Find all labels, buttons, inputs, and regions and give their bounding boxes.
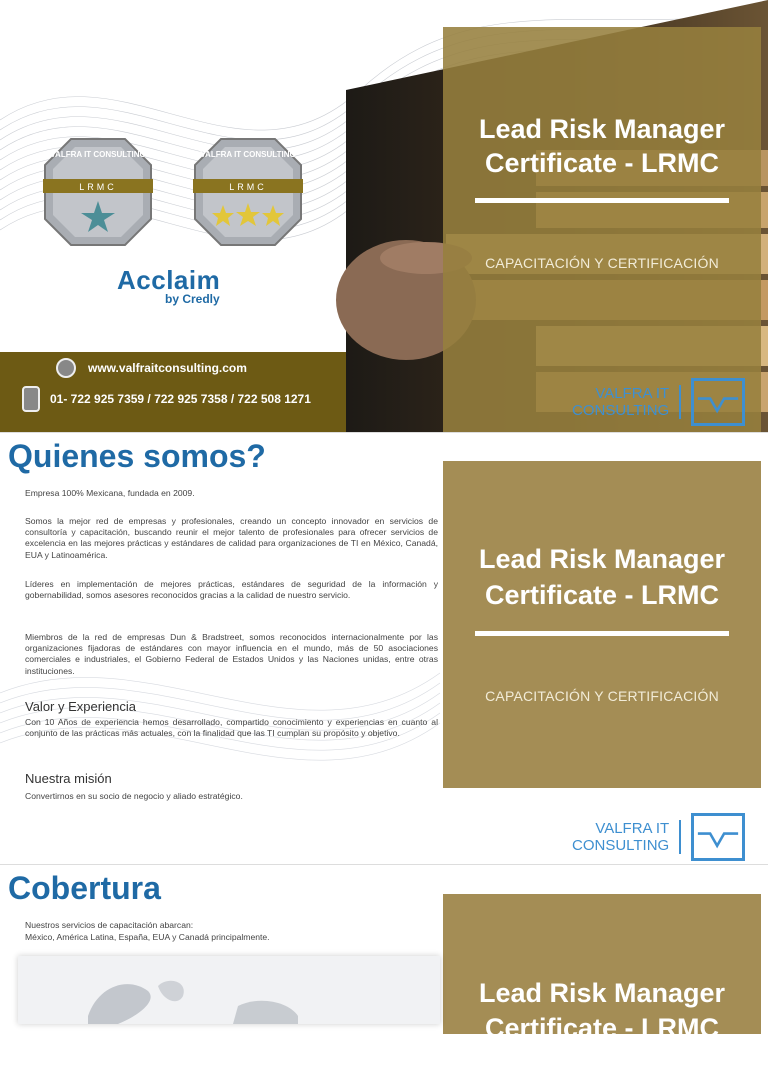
card-title-line2: Certificate - LRMC bbox=[484, 148, 720, 178]
about-paragraph-1: Empresa 100% Mexicana, fundada en 2009. bbox=[25, 488, 195, 498]
coverage-heading: Cobertura bbox=[8, 870, 161, 906]
valfra-logo-icon bbox=[691, 813, 745, 861]
card-divider bbox=[475, 631, 729, 636]
acclaim-wordmark: Acclaim bbox=[117, 265, 221, 295]
about-paragraph-2: Somos la mejor red de empresas y profesionales, creando un concepto innovador en servicios de consultoría y capacitación, buscando reunir el mejor talento de profesionales para ofrecer servicios de excelencia en las mejores prácticas y estándares de calidad para organizaciones de TI en México, Canadá, EUA y Latinoamérica. bbox=[25, 516, 438, 560]
brand-line2: CONSULTING bbox=[572, 837, 670, 854]
title-card-bottom bbox=[443, 894, 761, 1043]
map-graphic bbox=[18, 956, 440, 1024]
brand-line1: VALFRA IT bbox=[595, 385, 670, 402]
website-row[interactable] bbox=[56, 358, 247, 378]
brand-text bbox=[572, 820, 681, 854]
valfra-brand-top bbox=[572, 378, 745, 426]
website-link[interactable]: www.valfraitconsulting.com bbox=[88, 361, 247, 375]
phone-numbers: 01- 722 925 7359 / 722 925 7358 / 722 508 1271 bbox=[50, 392, 311, 406]
cover-panel bbox=[0, 0, 768, 432]
badge-2-code: LRMC bbox=[229, 182, 267, 192]
world-map bbox=[18, 956, 440, 1024]
globe-icon bbox=[56, 358, 76, 378]
card-title-line1: Lead Risk Manager bbox=[478, 114, 726, 144]
valfra-logo-icon bbox=[691, 378, 745, 426]
mission-text: Convertirnos en su socio de negocio y aliado estratégico. bbox=[25, 791, 243, 801]
about-panel bbox=[0, 432, 768, 864]
coverage-line-1: Nuestros servicios de capacitación abarcan: bbox=[25, 920, 194, 930]
brand-text bbox=[572, 385, 681, 419]
card-title-line2: Certificate - LRMC bbox=[484, 580, 720, 610]
phone-icon bbox=[22, 386, 40, 412]
values-text: Con 10 Años de experiencia hemos desarrollado, compartido conocimiento y experiencias en cuanto al conjunto de las prácticas más actuales, con la finalidad que las TI cumplan su propósito y objetivo. bbox=[25, 717, 438, 739]
about-paragraph-4: Miembros de la red de empresas Dun & Bradstreet, somos reconocidos internacionalmente por las organizaciones fijadoras de estándares con mayor influencia en el mundo, más de 50 asociaciones comerciales e industriales, el Gobierno Federal de Estados Unidos y las Naciones unidas, entre otras instituciones. bbox=[25, 632, 438, 676]
card-title-line1: Lead Risk Manager bbox=[478, 544, 726, 574]
lrmc-badge-1 bbox=[43, 137, 153, 247]
valfra-brand-middle bbox=[572, 813, 745, 861]
card-subtitle: CAPACITACIÓN Y CERTIFICACIÓN bbox=[485, 255, 719, 271]
badge-1-code: LRMC bbox=[79, 182, 117, 192]
mission-heading: Nuestra misión bbox=[25, 771, 112, 786]
acclaim-logo bbox=[117, 265, 220, 306]
brand-line1: VALFRA IT bbox=[595, 820, 670, 837]
phone-row bbox=[22, 386, 311, 412]
coverage-line-2: México, América Latina, España, EUA y Canadá principalmente. bbox=[25, 932, 270, 942]
card-title-line1: Lead Risk Manager bbox=[478, 978, 726, 1008]
acclaim-subtitle: by Credly bbox=[165, 292, 220, 306]
title-card-top bbox=[443, 27, 761, 432]
brand-line2: CONSULTING bbox=[572, 402, 670, 419]
card-divider bbox=[475, 198, 729, 203]
badge-1-org: VALFRA IT CONSULTING bbox=[50, 150, 146, 159]
lrmc-badge-2 bbox=[193, 137, 303, 247]
card-subtitle: CAPACITACIÓN Y CERTIFICACIÓN bbox=[485, 688, 719, 704]
badge-2-org: VALFRA IT CONSULTING bbox=[200, 150, 296, 159]
card-title-line2: Certificate - LRMC bbox=[484, 1013, 720, 1043]
values-heading: Valor y Experiencia bbox=[25, 699, 137, 714]
about-paragraph-3: Líderes en implementación de mejores prácticas, estándares de seguridad de la información y gobernabilidad, somos asesores reconocidos gracias a la calidad de nuestro servicio. bbox=[25, 579, 438, 601]
title-card-middle bbox=[443, 461, 761, 788]
about-heading: Quienes somos? bbox=[8, 438, 266, 474]
